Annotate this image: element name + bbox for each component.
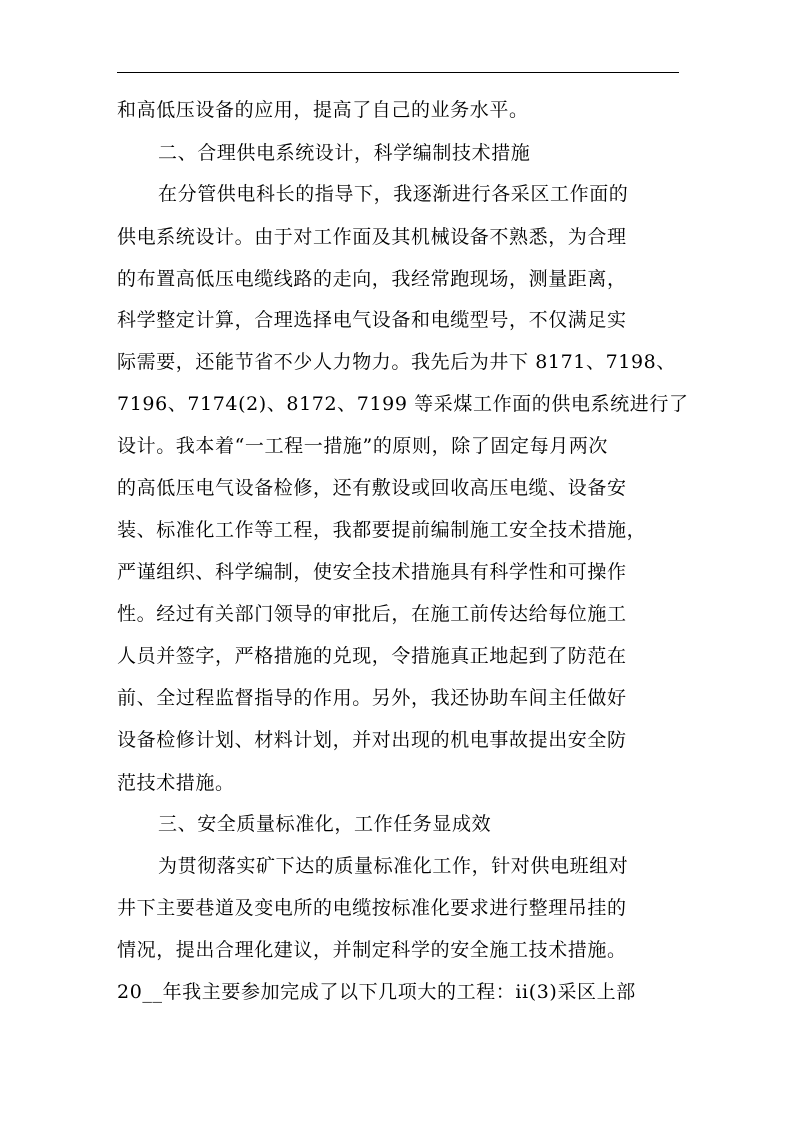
paragraph-line: 设备检修计划、材料计划，并对出现的机电事故提出安全防 [117,729,627,751]
paragraph-line: 和高低压设备的应用，提高了自己的业务水平。 [117,99,529,121]
paragraph-line: 际需要，还能节省不少人力物力。我先后为井下 8171、7198、 [117,351,676,373]
header-rule [117,72,679,73]
paragraph-line: 供电系统设计。由于对工作面及其机械设备不熟悉，为合理 [117,226,627,248]
paragraph-line: 7196、7174(2)、8172、7199 等采煤工作面的供电系统进行了 [117,393,689,415]
paragraph-line: 性。经过有关部门领导的审批后，在施工前传达给每位施工 [117,603,627,625]
paragraph-line: 装、标准化工作等工程，我都要提前编制施工安全技术措施， [117,519,647,541]
paragraph-line: 严谨组织、科学编制，使安全技术措施具有科学性和可操作 [117,561,627,583]
paragraph-line: 为贯彻落实矿下达的质量标准化工作，针对供电班组对 [158,855,629,877]
paragraph-line: 科学整定计算，合理选择电气设备和电缆型号，不仅满足实 [117,309,627,331]
paragraph-line: 的高低压电气设备检修，还有敷设或回收高压电缆、设备安 [117,477,627,499]
paragraph-line: 的布置高低压电缆线路的走向，我经常跑现场，测量距离， [117,268,627,290]
paragraph-line: 范技术措施。 [117,772,235,794]
section-heading-3: 三、安全质量标准化，工作任务显成效 [158,813,492,835]
paragraph-line: 人员并签字，严格措施的兑现，令措施真正地起到了防范在 [117,645,627,667]
paragraph-line: 20__年我主要参加完成了以下几项大的工程：ii(3)采区上部 [117,981,636,1003]
paragraph-line: 前、全过程监督指导的作用。另外，我还协助车间主任做好 [117,687,627,709]
paragraph-line: 情况，提出合理化建议，并制定科学的安全施工技术措施。 [117,939,627,961]
paragraph-line: 设计。我本着“一工程一措施”的原则，除了固定每月两次 [117,435,609,457]
paragraph-line: 在分管供电科长的指导下，我逐渐进行各采区工作面的 [158,183,629,205]
section-heading-2: 二、合理供电系统设计，科学编制技术措施 [158,142,531,164]
paragraph-line: 井下主要巷道及变电所的电缆按标准化要求进行整理吊挂的 [117,897,627,919]
